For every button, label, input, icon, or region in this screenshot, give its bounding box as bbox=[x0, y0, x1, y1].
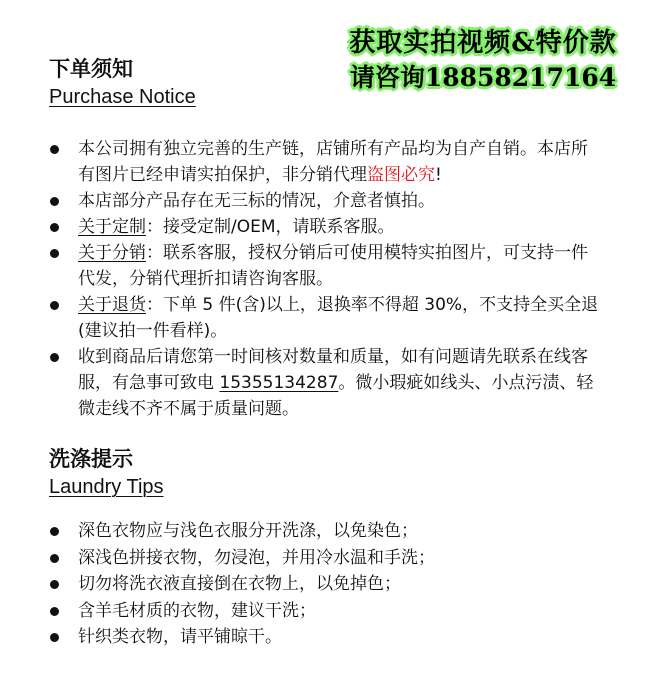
bullet-icon bbox=[50, 607, 59, 616]
list-item-text: 针织类衣物，请平铺晾干。 bbox=[78, 627, 282, 647]
list-item-text: 收到商品后请您第一时间核对数量和质量，如有问题请先联系在线客服，有急事可致电 bbox=[78, 347, 588, 393]
promo-banner-headline: 获取实拍视频&特价款 bbox=[349, 28, 617, 58]
list-item bbox=[0, 624, 640, 651]
list-item-text: 深浅色拼接衣物，勿浸泡，并用冷水温和手洗； bbox=[78, 547, 435, 568]
list-item bbox=[0, 344, 640, 422]
bullet-icon bbox=[50, 301, 59, 310]
list-item bbox=[0, 292, 640, 344]
purchase-notice-subtitle: Purchase Notice bbox=[49, 86, 196, 108]
list-item bbox=[0, 188, 640, 214]
list-item-text: 。微小瑕疵如线头、小点污渍、轻微走线不齐不属于质量问题。 bbox=[78, 373, 594, 419]
laundry-tips-title: 洗涤提示 bbox=[49, 447, 133, 471]
list-item-text: 本店部分产品存在无三标的情况，介意者慎拍。 bbox=[78, 191, 435, 211]
list-item bbox=[0, 136, 640, 188]
customization-label: 关于定制 bbox=[78, 217, 146, 237]
list-item bbox=[0, 545, 640, 572]
list-item-text: 本公司拥有独立完善的生产链，店铺所有产品均为自产自销。本店所有图片已经申请实拍保护，非分销代理 bbox=[78, 139, 588, 185]
distribution-label: 关于分销 bbox=[78, 243, 146, 263]
list-item-text: 含羊毛材质的衣物，建议干洗； bbox=[78, 600, 316, 621]
laundry-tips-subtitle: Laundry Tips bbox=[49, 476, 164, 498]
list-item bbox=[0, 214, 640, 240]
bullet-icon bbox=[50, 197, 59, 206]
bullet-icon bbox=[50, 249, 59, 258]
list-item bbox=[0, 571, 640, 598]
list-item-text: 切勿将洗衣液直接倒在衣物上，以免掉色； bbox=[78, 574, 401, 594]
phone-number-link[interactable]: 15355134287 bbox=[219, 373, 339, 393]
bullet-icon bbox=[50, 633, 59, 642]
bullet-icon bbox=[50, 580, 59, 589]
list-item bbox=[0, 240, 640, 292]
list-item-text: ! bbox=[435, 165, 442, 185]
purchase-notice-list bbox=[0, 136, 640, 422]
laundry-tips-list bbox=[0, 518, 640, 651]
list-item-text: ：联系客服，授权分销后可使用模特实拍图片，可支持一件代发，分销代理折扣请咨询客服。 bbox=[78, 243, 588, 289]
list-item-text: 深色衣物应与浅色衣服分开洗涤，以免染色； bbox=[78, 521, 418, 541]
bullet-icon bbox=[50, 527, 59, 536]
bullet-icon bbox=[50, 223, 59, 232]
returns-label: 关于退货 bbox=[78, 295, 146, 315]
list-item-text: ：接受定制/OEM，请联系客服。 bbox=[146, 217, 395, 237]
bullet-icon bbox=[50, 554, 59, 563]
list-item-text: ：下单 5 件(含)以上，退换率不得超 30%，不支持全买全退(建议拍一件看样)。 bbox=[78, 295, 599, 341]
promo-banner-phone: 请咨询18858217164 bbox=[349, 63, 617, 92]
list-item bbox=[0, 598, 640, 625]
copyright-warning: 盗图必究 bbox=[367, 165, 435, 185]
purchase-notice-title: 下单须知 bbox=[49, 57, 133, 81]
list-item bbox=[0, 518, 640, 545]
promo-banner bbox=[322, 26, 644, 95]
bullet-icon bbox=[50, 353, 59, 362]
bullet-icon bbox=[50, 145, 59, 154]
